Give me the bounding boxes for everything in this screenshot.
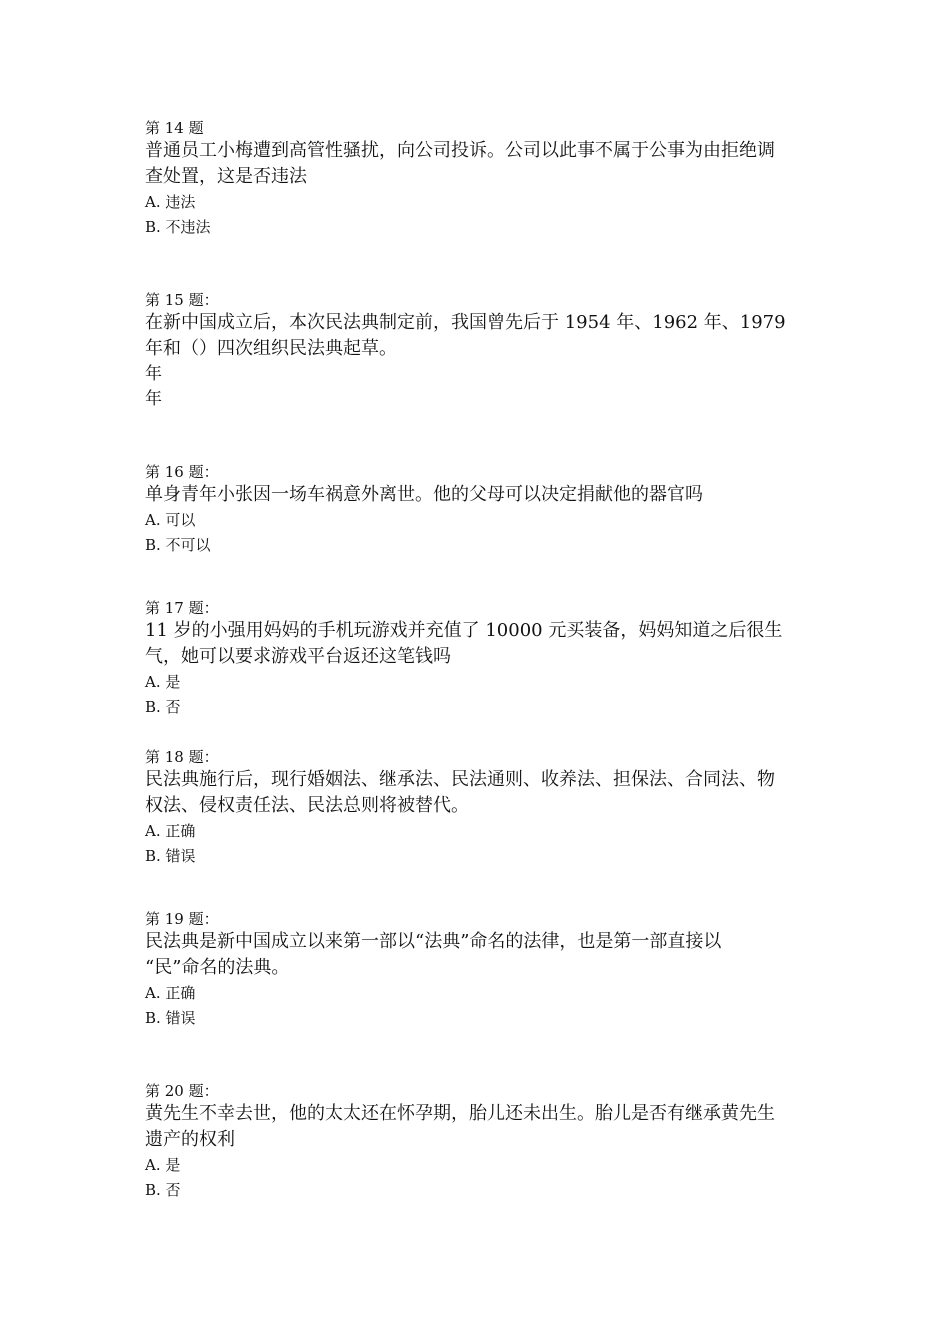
question-text-line: 单身青年小张因一场车祸意外离世。他的父母可以决定捐献他的器官吗 bbox=[145, 484, 703, 505]
option-a: A. 可以 bbox=[145, 511, 196, 529]
option-b: B. 错误 bbox=[145, 1009, 196, 1027]
option-a: A. 正确 bbox=[145, 822, 196, 840]
question-number: 第 15 题： bbox=[145, 291, 219, 309]
question-text-line: 遗产的权利 bbox=[145, 1129, 235, 1150]
question-text-line: 年和（）四次组织民法典起草。 bbox=[145, 338, 397, 359]
question-number: 第 19 题： bbox=[145, 910, 219, 928]
question-number: 第 17 题： bbox=[145, 599, 219, 617]
option-a: A. 是 bbox=[145, 673, 181, 691]
option-b: B. 不可以 bbox=[145, 536, 211, 554]
option-a: A. 是 bbox=[145, 1156, 181, 1174]
question-17 bbox=[145, 598, 825, 720]
question-text-line: 权法、侵权责任法、民法总则将被替代。 bbox=[145, 795, 469, 816]
question-number: 第 20 题： bbox=[145, 1082, 219, 1100]
option-b: B. 否 bbox=[145, 698, 181, 716]
question-20 bbox=[145, 1081, 825, 1203]
question-16 bbox=[145, 462, 825, 558]
option-b: B. 错误 bbox=[145, 847, 196, 865]
question-19 bbox=[145, 909, 825, 1031]
option-a: A. 正确 bbox=[145, 984, 196, 1002]
question-number: 第 18 题： bbox=[145, 748, 219, 766]
option-a: 年 bbox=[145, 364, 162, 384]
question-number: 第 16 题： bbox=[145, 463, 219, 481]
question-text-line: 气，她可以要求游戏平台返还这笔钱吗 bbox=[145, 646, 451, 667]
question-text-line: 查处置，这是否违法 bbox=[145, 166, 307, 187]
option-b: 年 bbox=[145, 389, 162, 409]
question-text-line: 普通员工小梅遭到高管性骚扰，向公司投诉。公司以此事不属于公事为由拒绝调 bbox=[145, 140, 775, 161]
question-text-line: 民法典是新中国成立以来第一部以“法典”命名的法律，也是第一部直接以 bbox=[145, 931, 722, 952]
question-number: 第 14 题 bbox=[145, 119, 204, 137]
option-b: B. 不违法 bbox=[145, 218, 211, 236]
question-text-line: 民法典施行后，现行婚姻法、继承法、民法通则、收养法、担保法、合同法、物 bbox=[145, 769, 775, 790]
option-b: B. 否 bbox=[145, 1181, 181, 1199]
question-15 bbox=[145, 290, 825, 412]
question-text-line: “民”命名的法典。 bbox=[145, 957, 290, 978]
question-14 bbox=[145, 118, 825, 240]
question-18 bbox=[145, 747, 825, 869]
option-a: A. 违法 bbox=[145, 193, 196, 211]
question-text-line: 黄先生不幸去世，他的太太还在怀孕期，胎儿还未出生。胎儿是否有继承黄先生 bbox=[145, 1103, 775, 1124]
question-text-line: 11 岁的小强用妈妈的手机玩游戏并充值了 10000 元买装备，妈妈知道之后很生 bbox=[145, 620, 783, 641]
question-text-line: 在新中国成立后，本次民法典制定前，我国曾先后于 1954 年、1962 年、1979 bbox=[145, 312, 786, 333]
